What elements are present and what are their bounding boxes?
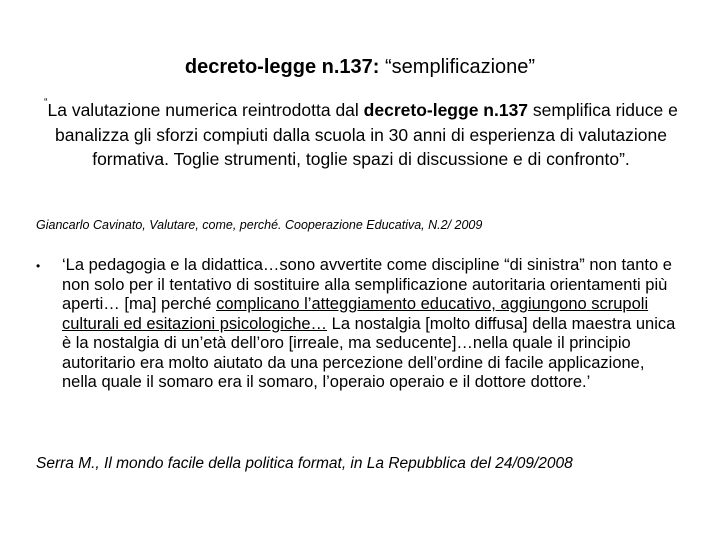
bullet-text — [62, 256, 676, 393]
bullet-item — [36, 256, 676, 393]
open-quote-mark: “ — [44, 97, 48, 108]
bullet-underlined-text: complicano l’atteggiamento educativo, aggiungono scrupoli culturali ed esitazioni psicologiche… — [62, 295, 649, 333]
final-citation: Serra M., Il mondo facile della politica format, in La Repubblica del 24/09/2008 — [36, 455, 573, 472]
slide-title — [0, 53, 720, 81]
bullet-text-part2: La nostalgia [molto diffusa] della maestra unica è la nostalgia di un’età dell’oro [irreale, ma seducente]…nella quale il principio autoritario era molto aiutato da una percezione dell’ordine di facile applicazione, nella quale il somaro era il somaro, l’operaio operaio e il dottore dottore.’ — [62, 314, 676, 391]
quote-text-part2: semplifica riduce e banalizza gli sforzi compiuti dalla scuola in 30 anni di esperienza di valutazione formativa. Toglie strumenti, toglie spazi di discussione e di confronto”. — [55, 100, 678, 169]
title-prefix: decreto-legge n.137: — [184, 56, 380, 78]
quote-decree-reference: decreto-legge n.137 — [363, 100, 529, 120]
quote-text-part1: La valutazione numerica reintrodotta dal — [47, 100, 364, 120]
bullet-icon: • — [36, 259, 41, 273]
bullet-text-part1: ‘La pedagogia e la didattica…sono avvertite come discipline “di sinistra” non tanto e non solo per il tentativo di sostituire alla semplificazione autoritaria orientamenti più aperti… [ma] perché — [62, 256, 672, 313]
title-quoted-term: “semplificazione” — [385, 56, 536, 78]
quote-block — [36, 98, 686, 172]
source-citation: Giancarlo Cavinato, Valutare, come, perché. Cooperazione Educativa, N.2/ 2009 — [36, 218, 483, 232]
